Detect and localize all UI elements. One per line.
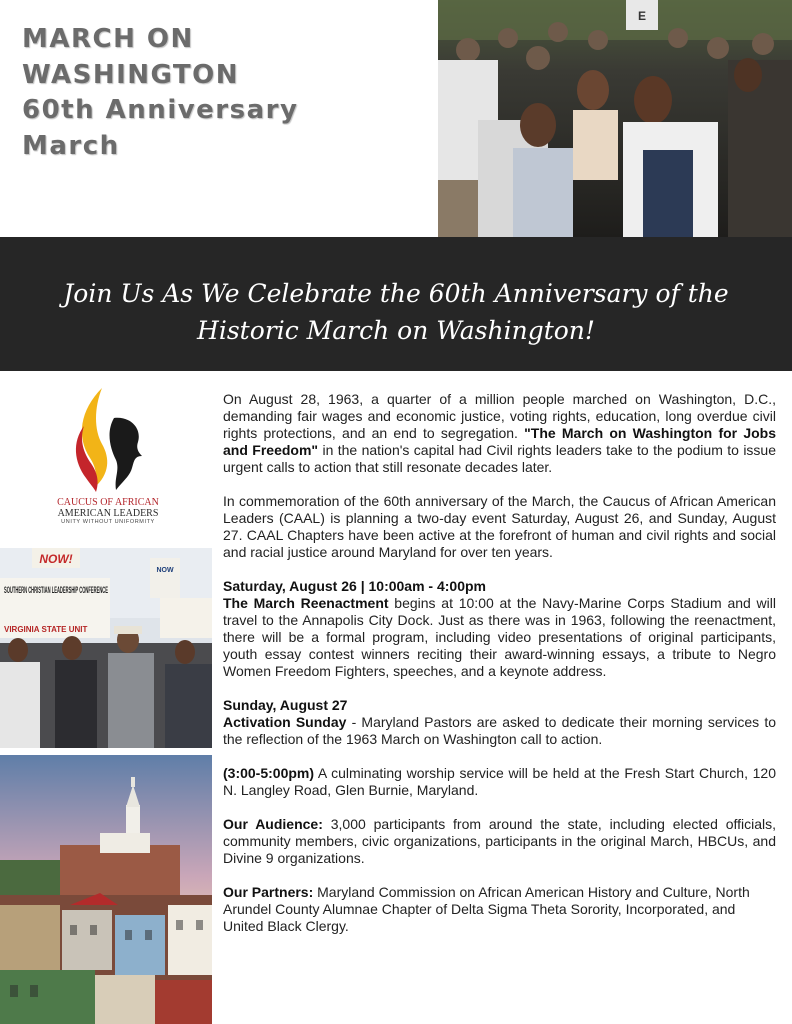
worship-paragraph: (3:00-5:00pm) A culminating worship service will be held at the Fresh Start Church, 120 N. Langley Road, Glen Burnie, Maryland.: [223, 765, 776, 798]
logo-name-line-1: CAUCUS OF AFRICAN: [57, 497, 159, 508]
partners-label: Our Partners:: [223, 884, 314, 900]
title-line-2: WASHINGTON: [22, 60, 240, 90]
hero-sign-text: E: [637, 9, 647, 23]
logo-tagline: UNITY WITHOUT UNIFORMITY: [61, 519, 155, 525]
saturday-paragraph: The March Reenactment begins at 10:00 at the Navy-Marine Corps Stadium and will travel to the Annapolis City Dock. Just as there was in 1963, following the reenactment, there will be a formal program, including video presentations of original participants, youth essay contest winners reciting their award-winning essays, a tribute to Negro Women Freedom Fighters, speeches, and a keynote address.: [223, 595, 776, 679]
audience-paragraph: Our Audience: 3,000 participants from around the state, including elected officials, community members, civic organizations, participants in the original March, HBCUs, and Divine 9 organizations.: [223, 816, 777, 866]
sunday-paragraph: Activation Sunday - Maryland Pastors are asked to dedicate their morning services to the reflection of the 1963 March on Washington call to action.: [223, 714, 776, 747]
annapolis-photo: [0, 755, 212, 1024]
logo-profile-silhouette: [110, 418, 142, 490]
sunday-heading: Sunday, August 27: [223, 697, 348, 713]
sign-virginia-text: VIRGINIA STATE UNIT: [4, 625, 88, 634]
banner-line-2: Historic March on Washington!: [197, 316, 595, 345]
title-line-1: MARCH ON: [22, 24, 194, 54]
saturday-lead: The March Reenactment: [223, 595, 389, 611]
sunday-lead: Activation Sunday: [223, 714, 347, 730]
sign-now-small-text: NOW: [156, 567, 174, 574]
body-text: [223, 391, 776, 935]
logo-name-line-2: AMERICAN LEADERS: [57, 508, 159, 519]
saturday-heading: Saturday, August 26 | 10:00am - 4:00pm: [223, 578, 487, 594]
hero-crowd-photo: [438, 0, 792, 237]
title-line-4: March: [22, 131, 120, 161]
intro-paragraph-1: On August 28, 1963, a quarter of a million people marched on Washington, D.C., demanding fair wages and economic justice, voting rights, education, long overdue civil rights protections, and an end to segregation. "The March on Washington for Jobs and Freedom" in the nation's capital had Civil rights leaders take to the podium to issue urgent calls to action that still resonate decades later.: [223, 391, 777, 475]
worship-time: (3:00-5:00pm): [223, 765, 315, 781]
title-block: [0, 0, 438, 237]
intro-paragraph-2: In commemoration of the 60th anniversary of the March, the Caucus of African American Leaders (CAAL) is planning a two-day event Saturday, August 26, and Sunday, August 27. CAAL Chapters have been active at the forefront of human and civil rights and social and racial justice around Maryland for over ten years.: [223, 493, 776, 560]
partners-paragraph: Our Partners: Maryland Commission on African American History and Culture, North Arundel County Alumnae Chapter of Delta Sigma Theta Sorority, Incorporated, and United Black Clergy.: [223, 884, 750, 934]
sign-now-text: NOW!: [39, 552, 73, 566]
sign-sclc-text: SOUTHERN CHRISTIAN LEADERSHIP CONFERENCE: [4, 585, 108, 595]
protest-1963-photo: [0, 548, 212, 748]
title-line-3: 60th Anniversary: [22, 95, 299, 125]
march-name-bold: "The March on Washington for Jobs and Freedom": [223, 425, 776, 458]
banner-line-1: Join Us As We Celebrate the 60th Anniversary of the: [63, 279, 729, 308]
audience-label: Our Audience:: [223, 816, 323, 832]
